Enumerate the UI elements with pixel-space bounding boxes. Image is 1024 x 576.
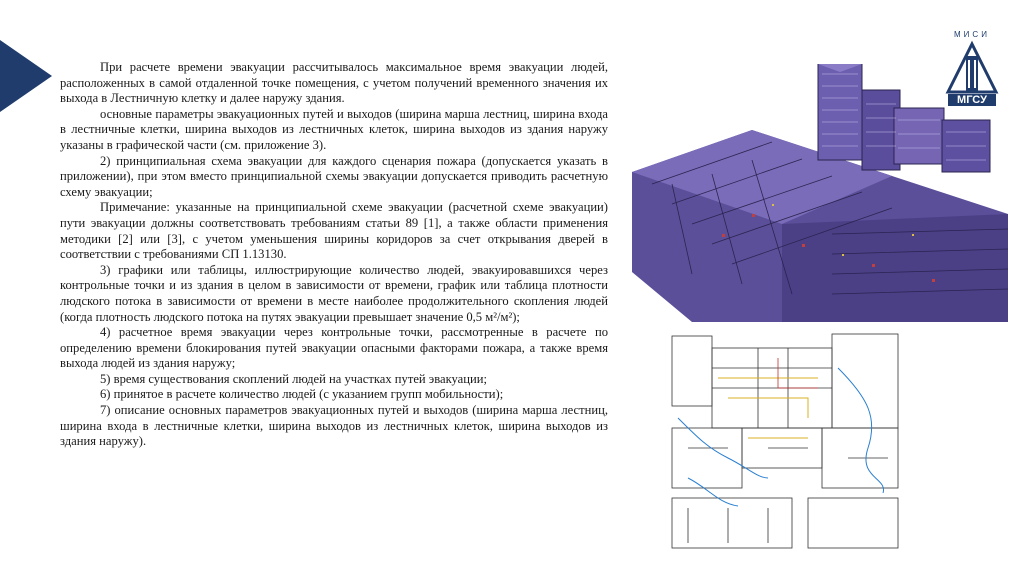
building-3d-model-image — [632, 64, 1008, 322]
logo-name: МГСУ — [948, 94, 996, 106]
paragraph-9: 7) описание основных параметров эвакуационных путей и выходов (ширина марша лестниц, ширина входа в лестничные клетки, ширина выходов из лестничных клеток, ширина выходов из здания наружу). — [60, 403, 608, 449]
slide-arrow — [0, 40, 52, 112]
evacuation-floor-plan-image — [668, 328, 904, 556]
paragraph-6: 4) расчетное время эвакуации через контрольные точки, рассмотренные в расчете по определению времени блокирования путей эвакуации опасными факторами пожара, а также время выхода людей из здания наружу; — [60, 325, 608, 371]
paragraph-3: 2) принципиальная схема эвакуации для каждого сценария пожара (допускается указать в приложении), при этом вместо принципиальной схемы эвакуации допускается приводить расчетную схему эвакуации; — [60, 153, 608, 199]
document-text — [60, 60, 608, 450]
paragraph-1: При расчете времени эвакуации рассчитывалось максимальное время эвакуации людей, расположенных в самой отдаленной точке помещения, с учетом получений временного значения их выхода в Лестничную клетку и далее наружу здания. — [60, 60, 608, 106]
paragraph-8: 6) принятое в расчете количество людей (с указанием групп мобильности); — [100, 387, 504, 402]
paragraph-4: Примечание: указанные на принципиальной схеме эвакуации (расчетной схеме эвакуации) пути эвакуации должны соответствовать требованиям статьи 89 [1], а также области применения методики [2] или [3], с учетом уменьшения ширины коридоров за счет открывания дверей в соответствии с требованиями СП 1.13130. — [60, 200, 608, 262]
paragraph-7: 5) время существования скоплений людей на участках путей эвакуации; — [100, 371, 487, 386]
paragraph-2: основные параметры эвакуационных путей и выходов (ширина марша лестниц, ширина входа в лестничные клетки, ширина выходов из лестничных клеток, ширина выходов из здания наружу указаны в графической части (см. приложение 3). — [60, 106, 608, 152]
paragraph-5: 3) графики или таблицы, иллюстрирующие количество людей, эвакуировавшихся через контрольные точки и из здания в целом в зависимости от времени, график или таблица плотности людского потока в зависимости от времени в месте наиболее продолжительного скопления людей (когда плотность людского потока на путях эвакуации превышает значение 0,5 м²/м²); — [60, 262, 608, 324]
logo-top-text: МИСИ — [954, 30, 990, 39]
